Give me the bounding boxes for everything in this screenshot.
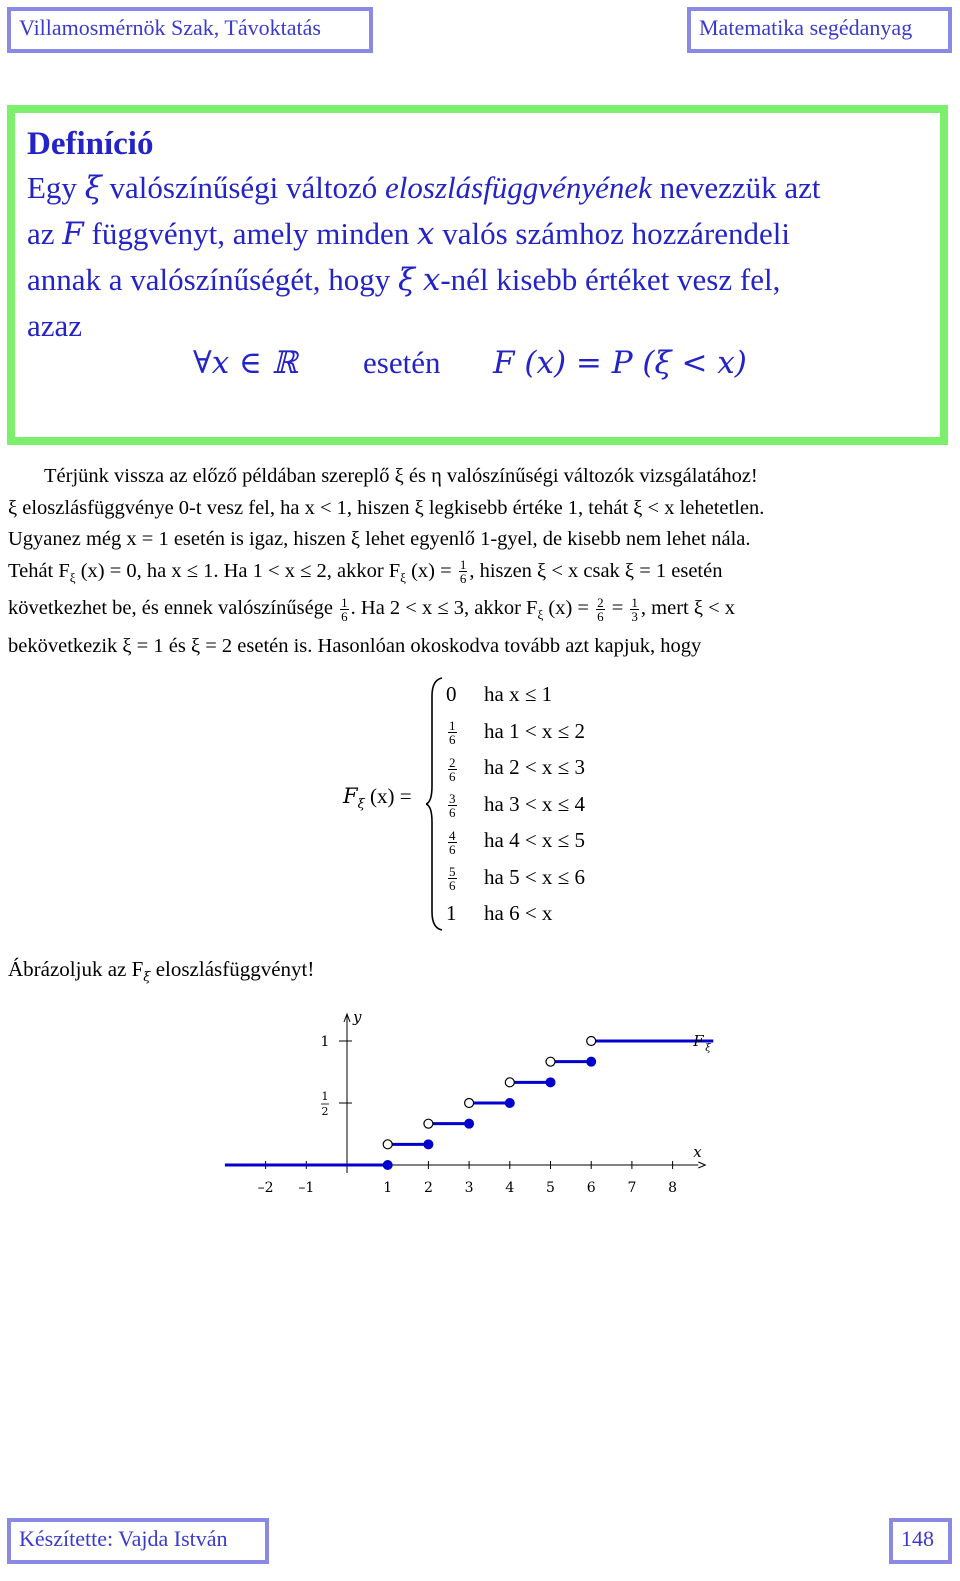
explanation-paragraph	[8, 461, 952, 662]
footer-right: 148	[889, 1518, 952, 1564]
case-value: $\frac{3}{6}$	[449, 791, 456, 821]
def-x-2: x	[422, 262, 441, 298]
def-text-1: Egy	[27, 170, 85, 205]
step-function-chart	[0, 1000, 960, 1210]
def-xi: ξ	[84, 170, 102, 206]
x-tick-label: 6	[586, 1180, 596, 1196]
def-text-2: valószínűségi változó	[101, 170, 386, 205]
y-tick-label: 2	[321, 1105, 329, 1118]
def-line3-b: -nél kisebb értéket vesz fel,	[440, 262, 781, 297]
def-xi-2: ξ	[398, 262, 416, 298]
case-condition: ha 5 < x ≤ 6	[484, 864, 585, 889]
def-line2-b: függvényt, amely minden	[83, 216, 417, 251]
y-tick-label: 1	[320, 1034, 330, 1050]
def-x: x	[416, 216, 435, 252]
case-value: $\frac{5}{6}$	[449, 864, 456, 894]
para-line-5: következhet be, és ennek valószínűsége $\frac{1}{6}$ . Ha 2 < x ≤ 3, akkor $F_\xi$ (x) = $\frac{2}{6}$ = $\frac{1}{3}$ , mert ξ < x	[8, 594, 736, 624]
open-endpoint	[465, 1099, 474, 1108]
formula-left: ∀x ∈ ℝ	[193, 345, 298, 381]
x-tick-label: 4	[505, 1180, 515, 1196]
case-row	[446, 786, 585, 822]
open-endpoint	[383, 1140, 392, 1149]
plot-intro: Ábrázoljuk az $F_\xi$ eloszlásfüggvényt!	[8, 957, 315, 986]
case-value: 1	[446, 901, 457, 925]
header-left: Villamosmérnök Szak, Távoktatás	[7, 7, 373, 53]
case-value: $\frac{1}{6}$	[449, 718, 456, 748]
def-line2-a: az	[27, 216, 63, 251]
case-row	[446, 822, 585, 858]
formula-mid: esetén	[363, 345, 441, 380]
definition-body	[27, 165, 928, 348]
open-endpoint	[505, 1078, 514, 1087]
x-tick-label: 2	[423, 1180, 433, 1196]
x-tick-label: –2	[257, 1180, 274, 1196]
case-condition: ha 2 < x ≤ 3	[484, 755, 585, 779]
y-axis-label: y	[353, 1008, 362, 1026]
cases-lhs: $F_\xi$ (x) =	[343, 784, 412, 813]
x-axis-label: x	[693, 1143, 702, 1161]
def-emph: eloszlásfüggvényének	[385, 170, 652, 205]
x-tick-label: 7	[627, 1180, 637, 1196]
case-row	[446, 895, 552, 931]
case-condition: ha x ≤ 1	[484, 682, 553, 706]
case-row	[446, 749, 585, 785]
def-line4: azaz	[27, 308, 83, 343]
x-tick-label: –1	[298, 1180, 315, 1196]
open-endpoint	[424, 1119, 433, 1128]
closed-endpoint	[546, 1078, 555, 1087]
case-value: 0	[446, 682, 457, 706]
case-condition: ha 4 < x ≤ 5	[484, 828, 585, 852]
case-condition: ha 3 < x ≤ 4	[484, 791, 585, 816]
closed-endpoint	[424, 1140, 433, 1149]
x-tick-label: 3	[464, 1180, 474, 1196]
cases-brace	[426, 676, 446, 932]
x-tick-label: 5	[546, 1180, 555, 1196]
open-endpoint	[546, 1057, 555, 1066]
case-value: $\frac{2}{6}$	[449, 754, 456, 784]
case-condition: ha 6 < x	[484, 901, 553, 925]
closed-endpoint	[383, 1161, 392, 1170]
case-value: $\frac{4}{6}$	[449, 827, 456, 857]
case-row	[446, 713, 585, 749]
formula-right: F (x) = P (ξ < x)	[493, 345, 747, 381]
series-label: F	[693, 1032, 704, 1050]
closed-endpoint	[587, 1057, 596, 1066]
header-right: Matematika segédanyag	[687, 7, 952, 53]
case-row	[446, 859, 585, 895]
para-line-1: Térjünk vissza az előző példában szereplő ξ és η valószínűségi változók vizsgálatához!	[44, 465, 758, 487]
y-tick-label: 1	[321, 1090, 329, 1103]
para-line-6: bekövetkezik ξ = 1 és ξ = 2 esetén is. Hasonlóan okoskodva tovább azt kapjuk, hogy	[8, 634, 702, 657]
def-line3: annak a valószínűségét, hogy	[27, 262, 399, 297]
para-line-2: ξ eloszlásfüggvénye 0-t vesz fel, ha x < 1, hiszen ξ legkisebb értéke 1, tehát ξ < x lehetetlen.	[8, 496, 765, 519]
footer-left: Készítette: Vajda István	[7, 1518, 269, 1564]
x-tick-label: 1	[383, 1180, 393, 1196]
para-line-3: Ugyanez még x = 1 esetén is igaz, hiszen ξ lehet egyenlő 1-gyel, de kisebb nem lehet nála.	[8, 528, 751, 550]
x-axis-arrow	[698, 1162, 705, 1168]
case-condition: ha 1 < x ≤ 2	[484, 718, 585, 743]
case-row	[446, 676, 552, 712]
definition-title: Definíció	[27, 126, 154, 162]
series-label-sub: ξ	[705, 1043, 711, 1054]
def-line2-c: valós számhoz hozzárendeli	[434, 216, 790, 251]
closed-endpoint	[505, 1099, 514, 1108]
open-endpoint	[587, 1037, 596, 1046]
para-line-4: Tehát $F_\xi$ (x) = 0, ha x ≤ 1. Ha 1 < x ≤ 2, akkor $F_\xi$ (x) = $\frac{1}{6}$ , hiszen ξ < x csak ξ = 1 esetén	[8, 557, 723, 587]
x-tick-label: 8	[668, 1180, 678, 1196]
definition-box	[7, 105, 948, 445]
closed-endpoint	[465, 1119, 474, 1128]
def-F: F	[62, 216, 84, 252]
def-text-3: nevezzük azt	[651, 170, 821, 205]
